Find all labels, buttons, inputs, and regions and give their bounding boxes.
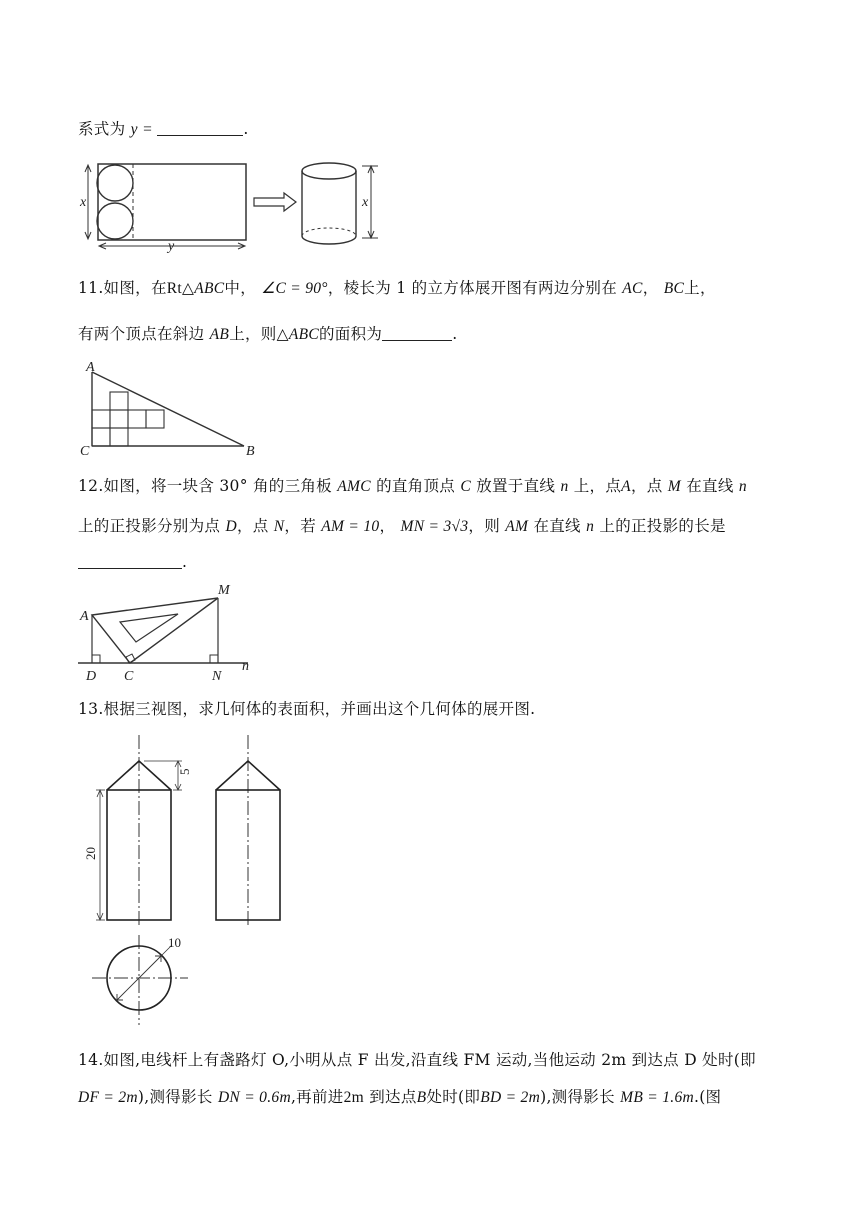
q11-ab: AB (209, 326, 230, 343)
q12-line-2 (78, 514, 726, 536)
q12-n: n (560, 478, 569, 495)
q14-mb: MB = 1.6m (620, 1089, 694, 1106)
q10-continuation-line (78, 117, 249, 139)
q14-2m: 2m (343, 1089, 365, 1106)
q11-line-1 (78, 276, 716, 298)
q12-text: ， (379, 517, 396, 535)
q13-text: 13.根据三视图，求几何体的表面积，并画出这个几何体的展开图. (78, 700, 536, 718)
q12-label-n-line: n (242, 659, 249, 674)
q12-label-c: C (124, 669, 134, 684)
q11-text: 上，则△ (229, 325, 289, 343)
q13-figure (78, 730, 328, 1030)
q11-label-c: C (80, 444, 90, 459)
q12-text: ，点 (630, 477, 663, 495)
q11-abc: ABC (288, 326, 319, 343)
q12-text: 上的正投影分别为点 (78, 517, 221, 535)
q13-side-view (216, 735, 280, 928)
q12-amc: AMC (337, 478, 371, 495)
q11-figure (78, 358, 268, 458)
q11-text: 11.如图，在 (78, 279, 167, 297)
q12-text: 在直线 (533, 517, 581, 535)
q10-cylinder-top (302, 163, 356, 179)
q12-text: ，则 (468, 517, 500, 535)
q11-label-a: A (86, 360, 95, 375)
q12-line-1 (78, 474, 747, 496)
q10-label-x-right: x (362, 195, 369, 210)
q12-text: 上，点 (573, 477, 622, 495)
q12-inner-triangle (120, 614, 178, 642)
q12-mn-value: MN = 3√3 (400, 518, 469, 535)
q10-prefix: 系式为 (78, 120, 126, 138)
q12-text: ，点 (236, 517, 269, 535)
q11-ac: AC (622, 280, 643, 297)
q11-rt: Rt△ (166, 280, 195, 297)
q12-am-value: AM = 10 (321, 518, 380, 535)
q11-text: 的面积为 (319, 325, 383, 343)
q12-text: 的直角顶点 (376, 477, 456, 495)
q14-text: ),测得影长 (137, 1088, 213, 1106)
q13-dim-10: 10 (168, 935, 181, 950)
q12-text: 在直线 (686, 477, 734, 495)
q10-circle-top (97, 165, 133, 201)
q13-dim-20: 20 (83, 847, 98, 860)
q14-text: .(图 (693, 1088, 722, 1106)
q12-label-n-point: N (212, 669, 222, 684)
q12-a: A (621, 478, 631, 495)
q12-n: n (738, 478, 747, 495)
q14-text: ),测得影长 (540, 1088, 615, 1106)
q11-text: 上， (684, 279, 716, 297)
q10-period: . (243, 120, 249, 138)
q14-bd: BD = 2m (480, 1089, 541, 1106)
q12-n: n (586, 518, 595, 535)
q12-text: 放置于直线 (476, 477, 556, 495)
q12-n-point: N (273, 518, 285, 535)
q12-c: C (460, 478, 471, 495)
q11-cube-net (92, 392, 164, 446)
q12-answer-blank (78, 567, 182, 569)
q12-m: M (667, 478, 681, 495)
q11-side-ab (92, 372, 244, 446)
q11-label-b: B (246, 444, 255, 459)
q11-bc: BC (663, 280, 685, 297)
q13-top-view (92, 935, 188, 1025)
q12-label-m: M (218, 583, 230, 598)
q14-text: 处时(即 (426, 1088, 481, 1106)
q10-figure (78, 158, 388, 258)
q11-text: 中， (224, 279, 257, 297)
q14-text: 到达点 (369, 1088, 417, 1106)
q10-arrow-icon (254, 193, 296, 211)
q11-angle: ∠C = 90° (261, 280, 328, 297)
q12-triangle-amc (92, 598, 218, 663)
q14-text: ,再前进 (290, 1088, 344, 1106)
q10-var-y: y (130, 121, 138, 138)
q12-text: ，若 (284, 517, 317, 535)
q12-figure (78, 580, 278, 685)
q11-text: ，棱长为 1 的立方体展开图有两边分别在 (327, 279, 618, 297)
q12-label-a: A (80, 609, 89, 624)
q10-answer-blank (157, 134, 243, 136)
q13-front-view (83, 735, 192, 928)
q10-circle-bottom (97, 203, 133, 239)
q14-df: DF = 2m (78, 1089, 138, 1106)
q11-text: ， (642, 279, 659, 297)
q12-am: AM (505, 518, 529, 535)
q12-period: . (182, 553, 188, 571)
q14-line-1: 14.如图,电线杆上有盏路灯 O,小明从点 F 出发,沿直线 FM 运动,当他运动 2m 到达点 D 处时(即 (78, 1051, 756, 1069)
q12-text: 上的正投影的长是 (599, 517, 726, 535)
q12-text: 12.如图，将一块含 30° 角的三角板 (78, 477, 332, 495)
q14-line-2 (78, 1085, 721, 1107)
q14-dn: DN = 0.6m (217, 1089, 291, 1106)
q11-period: . (452, 325, 458, 343)
q12-label-d: D (86, 669, 97, 684)
q11-answer-blank (382, 339, 452, 341)
q10-eq: = (143, 121, 153, 138)
q12-d: D (225, 518, 237, 535)
q12-line-3 (78, 553, 187, 571)
q13-dim-5: 5 (177, 768, 192, 775)
q10-label-y: y (168, 239, 175, 254)
q10-label-x-left: x (80, 195, 87, 210)
q11-abc: ABC (194, 280, 225, 297)
q14-b: B (416, 1089, 427, 1106)
q11-line-2 (78, 322, 457, 344)
q10-rectangle (98, 164, 246, 240)
q11-text: 有两个顶点在斜边 (78, 325, 205, 343)
